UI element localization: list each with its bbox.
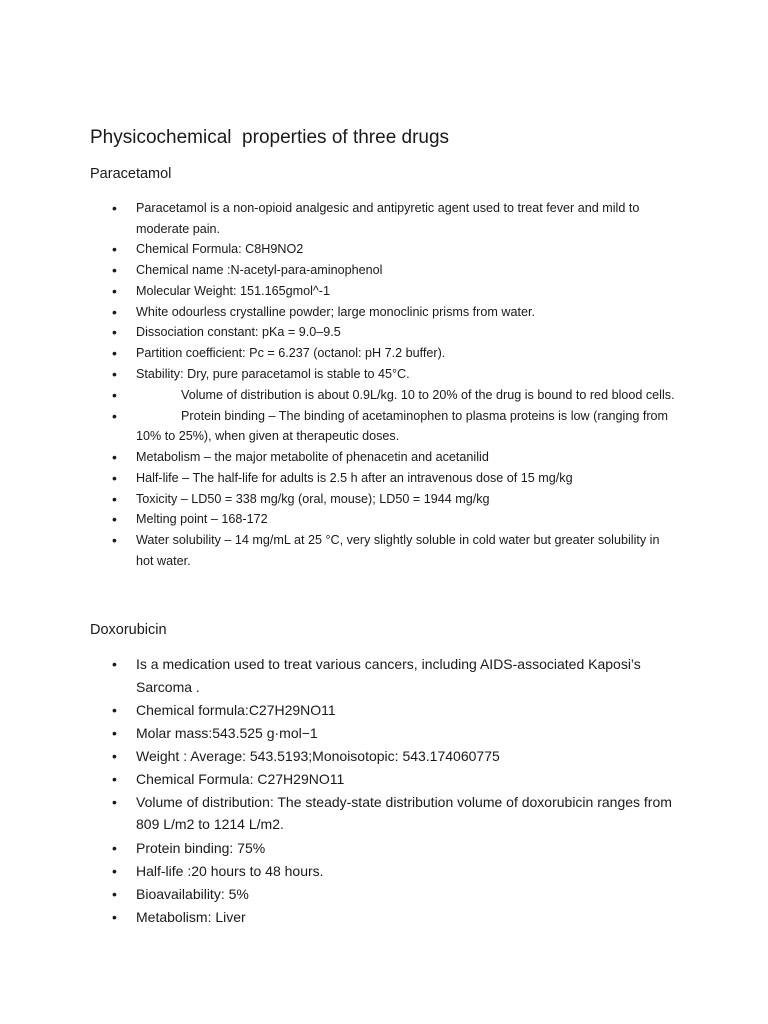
- list-item: • Water solubility – 14 mg/mL at 25 °C, very slightly soluble in cold water but greater solubility in hot water.: [112, 532, 660, 568]
- bullet-icon: •: [112, 724, 117, 741]
- bullet-icon: •: [112, 656, 117, 672]
- bullet-icon: •: [112, 448, 117, 465]
- list-item: • Partition coefficient: Pc = 6.237 (octanol: pH 7.2 buffer).: [0, 343, 768, 364]
- list-item: • Molar mass:543.525 g·mol−1: [0, 722, 768, 745]
- list-item: • Dissociation constant: pKa = 9.0–9.5: [0, 322, 768, 343]
- list-item: • Weight : Average: 543.5193;Monoisotopic: 543.174060775: [0, 745, 768, 768]
- list-item: • Toxicity – LD50 = 338 mg/kg (oral, mouse); LD50 = 1944 mg/kg: [0, 489, 768, 510]
- bullet-icon: •: [112, 908, 117, 925]
- list-item: • Paracetamol is a non-opioid analgesic and antipyretic agent used to treat fever and mild to moderate pain.: [112, 200, 640, 236]
- list-item: • Chemical name :N-acetyl-para-aminophenol: [0, 260, 768, 281]
- list-item: • Molecular Weight: 151.165gmol^-1: [0, 281, 768, 302]
- doxorubicin-properties-list: [0, 653, 768, 929]
- list-item: • Volume of distribution: The steady-state distribution volume of doxorubicin ranges from 809 L/m2 to 1214 L/m2.: [0, 791, 768, 836]
- section-heading-paracetamol: Paracetamol: [90, 166, 172, 182]
- bullet-icon: •: [112, 200, 117, 216]
- bullet-icon: •: [112, 407, 117, 424]
- paracetamol-properties-list: [0, 198, 768, 571]
- bullet-icon: •: [112, 345, 117, 362]
- bullet-icon: •: [112, 839, 117, 856]
- list-item: • Half-life – The half-life for adults is 2.5 h after an intravenous dose of 15 mg/kg: [0, 468, 768, 489]
- document-title: Physicochemical properties of three drugs: [90, 127, 450, 148]
- bullet-icon: •: [112, 324, 117, 341]
- list-item: • Chemical Formula: C8H9NO2: [0, 239, 768, 260]
- list-item: • Half-life :20 hours to 48 hours.: [0, 860, 768, 883]
- bullet-icon: •: [112, 366, 117, 383]
- bullet-icon: •: [112, 303, 117, 320]
- list-item: • Volume of distribution is about 0.9L/kg. 10 to 20% of the drug is bound to red blood cells.: [0, 385, 768, 406]
- bullet-icon: •: [112, 701, 117, 718]
- list-item: • Metabolism – the major metabolite of phenacetin and acetanilid: [0, 447, 768, 468]
- bullet-icon: •: [112, 747, 117, 764]
- list-item: • White odourless crystalline powder; large monoclinic prisms from water.: [0, 302, 768, 323]
- bullet-icon: •: [112, 262, 117, 279]
- list-item: • Protein binding – The binding of acetaminophen to plasma proteins is low (ranging from 10% to 25%), when given at therapeutic doses.: [112, 407, 669, 444]
- bullet-icon: •: [112, 469, 117, 486]
- list-item: • Melting point – 168-172: [0, 509, 768, 530]
- bullet-icon: •: [112, 490, 117, 507]
- bullet-icon: •: [112, 885, 117, 902]
- bullet-icon: •: [112, 386, 117, 403]
- bullet-icon: •: [112, 511, 117, 528]
- list-item: • Chemical Formula: C27H29NO11: [0, 768, 768, 791]
- bullet-icon: •: [112, 532, 117, 549]
- bullet-icon: •: [112, 241, 117, 258]
- bullet-icon: •: [112, 862, 117, 879]
- bullet-icon: •: [112, 770, 117, 787]
- bullet-icon: •: [112, 793, 117, 810]
- bullet-icon: •: [112, 282, 117, 299]
- list-item: • Is a medication used to treat various cancers, including AIDS-associated Kaposi’s Sarcoma .: [0, 653, 768, 698]
- list-item: • Protein binding: 75%: [0, 837, 768, 860]
- list-item: • Bioavailability: 5%: [0, 883, 768, 906]
- list-item: • Stability: Dry, pure paracetamol is stable to 45°C.: [0, 364, 768, 385]
- list-item: • Metabolism: Liver: [0, 906, 768, 929]
- section-heading-doxorubicin: Doxorubicin: [90, 622, 167, 638]
- list-item: • Chemical formula:C27H29NO11: [0, 699, 768, 722]
